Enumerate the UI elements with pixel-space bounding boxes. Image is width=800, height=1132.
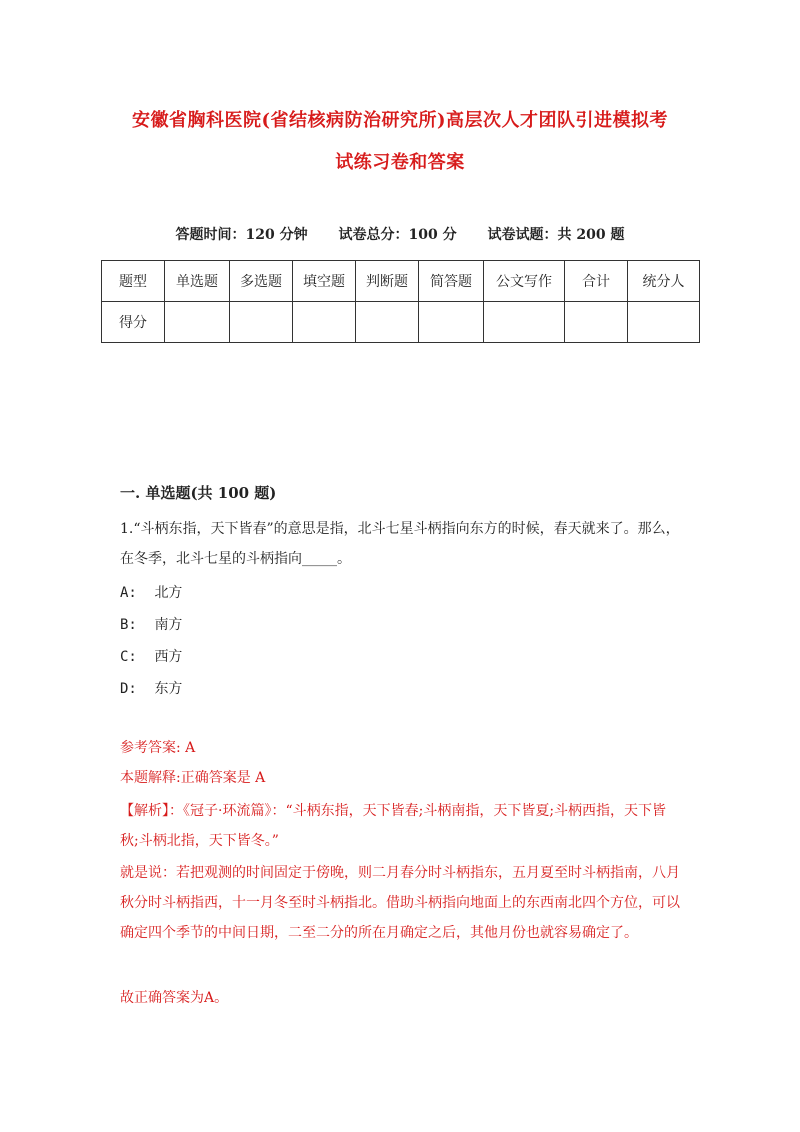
question-text: 1.“斗柄东指，天下皆春”的意思是指，北斗七星斗柄指向东方的时候，春天就来了。那么，在冬季，北斗七星的斗柄指向_____。: [120, 521, 680, 567]
exam-total-score: 试卷总分：100 分: [338, 227, 457, 243]
header-cell: 单选题: [165, 261, 230, 302]
score-cell[interactable]: [356, 302, 419, 343]
section-title: 一. 单选题(共 100 题): [120, 484, 277, 502]
answer-conclusion: 故正确答案为A。: [120, 990, 229, 1006]
score-cell[interactable]: [419, 302, 484, 343]
row-label-cell: 得分: [102, 302, 165, 343]
option-text: 东方: [154, 681, 183, 697]
option-text: 南方: [154, 617, 183, 633]
header-cell: 公文写作: [484, 261, 565, 302]
option-a: [120, 582, 182, 602]
option-label: C:: [120, 649, 137, 665]
exam-question-count: 试卷试题：共 200 题: [487, 227, 625, 243]
header-cell: 填空题: [293, 261, 356, 302]
reference-answer: 参考答案: A: [120, 740, 196, 756]
score-cell[interactable]: [165, 302, 230, 343]
option-text: 北方: [154, 585, 183, 601]
header-cell: 多选题: [230, 261, 293, 302]
header-cell: 合计: [565, 261, 628, 302]
explanation-line: 本题解释:正确答案是 A: [120, 770, 266, 786]
option-b: [120, 614, 182, 634]
score-cell[interactable]: [293, 302, 356, 343]
score-table-score-row: [102, 302, 700, 343]
score-cell[interactable]: [484, 302, 565, 343]
analysis-text: 【解析】：《冠子·环流篇》：“斗柄东指，天下皆春;斗柄南指，天下皆夏;斗柄西指，天下皆秋;斗柄北指，天下皆冬。”: [120, 803, 667, 849]
score-table-header-row: [102, 261, 700, 302]
exam-time: 答题时间：120 分钟: [175, 227, 308, 243]
exam-info: [0, 224, 800, 244]
option-c: [120, 646, 182, 666]
option-label: D:: [120, 681, 137, 697]
header-cell: 简答题: [419, 261, 484, 302]
option-label: A:: [120, 585, 137, 601]
header-cell: 统分人: [628, 261, 700, 302]
score-cell[interactable]: [230, 302, 293, 343]
analysis-detail: 就是说：若把观测的时间固定于傍晚，则二月春分时斗柄指东，五月夏至时斗柄指南，八月 秋分时斗柄指西，十一月冬至时斗柄指北。借助斗柄指向地面上的东西南北四个方位，可以确定四个季节的中间日期，二至二分的所在月确定之后，其他月份也就容易确定了。: [120, 865, 680, 941]
option-d: [120, 678, 182, 698]
option-text: 西方: [154, 649, 183, 665]
page-title-line1: 安徽省胸科医院(省结核病防治研究所)高层次人才团队引进模拟考: [131, 110, 669, 131]
page-title-line2: 试练习卷和答案: [335, 152, 465, 173]
score-cell[interactable]: [628, 302, 700, 343]
header-cell: 题型: [102, 261, 165, 302]
score-table: [101, 260, 700, 343]
score-cell[interactable]: [565, 302, 628, 343]
header-cell: 判断题: [356, 261, 419, 302]
option-label: B:: [120, 617, 137, 633]
